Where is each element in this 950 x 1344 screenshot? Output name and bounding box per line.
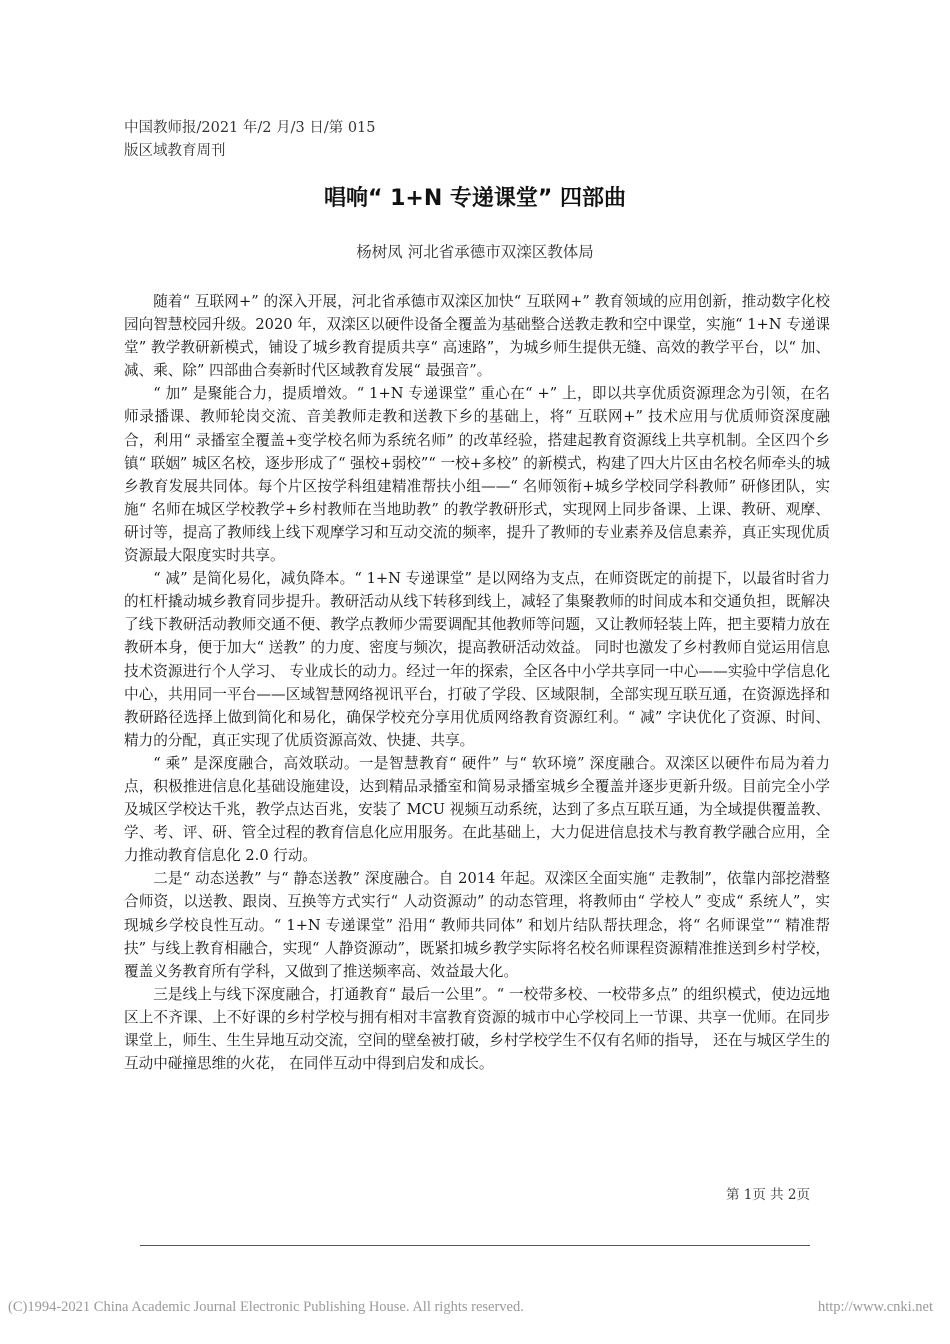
cnki-link: http://www.cnki.net [817,1299,933,1315]
page-number: 第 1页 共 2页 [725,1187,810,1203]
footer-divider [140,1245,810,1246]
paragraph-multiply-3: 三是线上与线下深度融合，打通教育“ 最后一公里”。“ 一校带多校、一校带多点” 的组织模式，使边远地区上不齐课、上不好课的乡村学校与拥有相对丰富教育资源的城市中心学校同上一节课、共享一优师。在同步课堂上，师生、生生异地互动交流，空间的壁垒被打破，乡村学校学生不仅有名师的指导， 还在与城区学生的互动中碰撞思维的火花， 在同伴互动中得到启发和成长。 [124,985,830,1073]
paragraph-subtract: “ 减” 是简化易化，减负降本。“ 1+N 专递课堂” 是以网络为支点，在师资既定的前提下，以最省时省力的杠杆撬动城乡教育同步提升。教研活动从线下转移到线上，减轻了集聚教师的时间成本和交通负担，既解决了线下教研活动教师交通不便、教学点教师少需要调配其他教师等问题，又让教师轻装上阵，把主要精力放在教研本身，便于加大“ 送教” 的力度、密度与频次，提高教研活动效益。 同时也激发了乡村教师自觉运用信息技术资源进行个人学习、 专业成长的动力。经过一年的探索，全区各中小学共享同一中心——实验中学信息化中心，共用同一平台——区域智慧网络视讯平台，打破了学段、区域限制，全部实现互联互通，在资源选择和教研路径选择上做到简化和易化，确保学校充分享用优质网络教育资源红利。“ 减” 字诀优化了资源、时间、精力的分配，真正实现了优质资源高效、快捷、共享。 [124,570,830,749]
source-line-1: 中国教师报/2021 年/2 月/3 日/第 015 [124,120,376,136]
paragraph-intro: 随着“ 互联网+” 的深入开展，河北省承德市双滦区加快“ 互联网+” 教育领域的应用创新，推动数字化校园向智慧校园升级。2020 年，双滦区以硬件设备全覆盖为基础整合送教走教和空中课堂，实施“ 1+N 专递课堂” 教学教研新模式，铺设了城乡教育提质共享“ 高速路”，为城乡师生提供无缝、高效的教学平台，以“ 加、减、乘、除” 四部曲合奏新时代区域教育发展“ 最强音”。 [124,293,830,380]
copyright-text: (C)1994-2021 China Academic Journal Electronic Publishing House. All rights reserved. [8,1299,524,1315]
article-author: 杨树凤 河北省承德市双滦区教体局 [356,243,594,261]
article-title: 唱响“ 1+N 专递课堂” 四部曲 [323,186,627,211]
paragraph-multiply-2: 二是“ 动态送教” 与“ 静态送教” 深度融合。自 2014 年起。双滦区全面实施“ 走教制”，依靠内部挖潜整合师资，以送教、跟岗、互换等方式实行“ 人动资源动” 的动态管理，将教师由“ 学校人” 变成“ 系统人”，实现城乡学校良性互动。“ 1+N 专递课堂” 沿用“ 教师共同体” 和划片结队帮扶理念，将“ 名师课堂”“ 精准帮扶” 与线上教育相融合，实现“ 人静资源动”，既紧扣城乡教学实际将名校名师课程资源精准推送到乡村学校，覆盖义务教育所有学科，又做到了推送频率高、效益最大化。 [124,870,830,980]
source-citation [124,117,444,163]
copyright-watermark [8,1297,943,1317]
article-body [124,290,830,1075]
paragraph-multiply-1: “ 乘” 是深度融合，高效联动。一是智慧教育“ 硬件” 与“ 软环境” 深度融合。双滦区以硬件布局为着力点，积极推进信息化基础设施建设，达到精品录播室和简易录播室城乡全覆盖并逐步更新升级。目前完全小学及城区学校达千兆，教学点达百兆，安装了 MCU 视频互动系统，达到了多点互联互通，为全域提供覆盖教、学、考、评、研、管全过程的教育信息化应用服务。在此基础上，大力促进信息技术与教育教学融合应用，全力推动教育信息化 2.0 行动。 [124,754,830,865]
paragraph-add: “ 加” 是聚能合力，提质增效。“ 1+N 专递课堂” 重心在“ +” 上，即以共享优质资源理念为引领，在名师录播课、教师轮岗交流、音美教师走教和送教下乡的基础上，将“ 互联网+” 技术应用与优质师资深度融合，利用“ 录播室全覆盖+变学校名师为系统名师” 的改革经验，搭建起教育资源线上共享机制。全区四个乡镇“ 联姻” 城区名校，逐步形成了“ 强校+弱校”“ 一校+多校” 的新模式，构建了四大片区由名校名师牵头的城乡教育发展共同体。每个片区按学科组建精准帮扶小组——“ 名师领衔+城乡学校同学科教师” 研修团队，实施“ 名师在城区学校教学+乡村教师在当地助教” 的教学教研形式，实现网上同步备课、上课、教研、观摩、研讨等，提高了教师线上线下观摩学习和互动交流的频率，提升了教师的专业素养及信息素养，真正实现优质资源最大限度实时共享。 [124,385,830,565]
source-line-2: 版区域教育周刊 [124,143,226,159]
